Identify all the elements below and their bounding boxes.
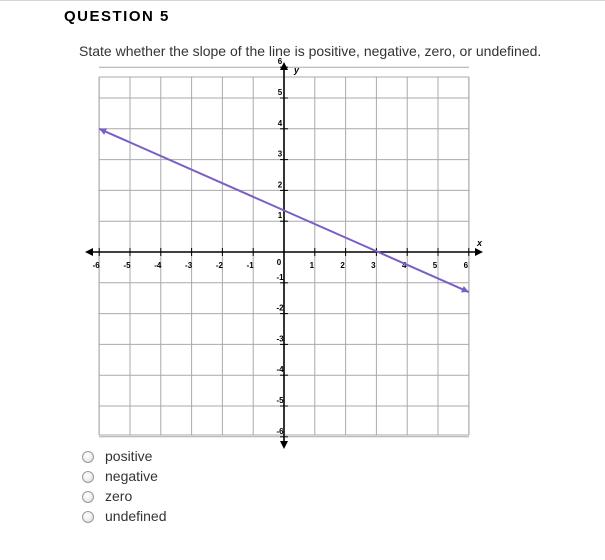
y-tick-label: -3 bbox=[276, 334, 284, 344]
question-text: State whether the slope of the line is positive, negative, zero, or undefined. bbox=[79, 43, 542, 59]
y-axis-label: y bbox=[294, 65, 300, 75]
x-tick-label: -1 bbox=[246, 261, 254, 270]
x-tick-label: -4 bbox=[154, 261, 162, 270]
option-zero[interactable] bbox=[82, 486, 167, 506]
y-tick-label: 6 bbox=[277, 57, 283, 67]
radio-button[interactable] bbox=[82, 471, 94, 483]
y-axis-arrow-down-icon bbox=[280, 441, 288, 449]
x-tick-label: -5 bbox=[123, 261, 131, 270]
x-tick-label: -3 bbox=[185, 261, 193, 270]
option-label: zero bbox=[105, 488, 133, 504]
answer-options bbox=[82, 446, 167, 526]
y-tick-label: -1 bbox=[276, 272, 284, 282]
y-tick-label: 5 bbox=[277, 88, 283, 97]
top-divider bbox=[0, 0, 605, 1]
y-tick-label: -4 bbox=[276, 365, 284, 375]
y-tick-label: 1 bbox=[277, 211, 283, 221]
x-tick-label: -6 bbox=[92, 261, 100, 270]
y-tick-label: 2 bbox=[277, 180, 283, 190]
y-tick-label: -2 bbox=[276, 303, 284, 313]
x-tick-label: -2 bbox=[215, 261, 223, 270]
option-label: positive bbox=[105, 448, 153, 464]
radio-button[interactable] bbox=[82, 451, 94, 463]
x-axis-arrow-right-icon bbox=[475, 248, 483, 256]
option-label: undefined bbox=[105, 508, 167, 524]
radio-button[interactable] bbox=[82, 491, 94, 503]
y-tick-label: -6 bbox=[276, 426, 284, 436]
y-tick-label: 3 bbox=[277, 149, 283, 159]
question-title: QUESTION 5 bbox=[64, 8, 170, 25]
y-tick-label: -5 bbox=[276, 396, 284, 405]
option-label: negative bbox=[105, 468, 158, 484]
option-negative[interactable] bbox=[82, 466, 167, 486]
x-tick-label: 1 bbox=[309, 261, 315, 270]
x-tick-label: 3 bbox=[371, 261, 376, 270]
y-tick-label: 4 bbox=[277, 118, 283, 128]
x-tick-label: 5 bbox=[432, 261, 438, 270]
x-tick-label: 6 bbox=[463, 261, 469, 270]
x-tick-label: 2 bbox=[340, 261, 345, 270]
coordinate-plane-graph bbox=[85, 57, 485, 447]
origin-label: 0 bbox=[276, 258, 282, 267]
radio-button[interactable] bbox=[82, 511, 94, 523]
x-axis-label: x bbox=[477, 238, 483, 248]
option-undefined[interactable] bbox=[82, 506, 167, 526]
x-axis-arrow-left-icon bbox=[85, 248, 93, 256]
option-positive[interactable] bbox=[82, 446, 167, 466]
x-tick-label: 4 bbox=[401, 261, 407, 270]
